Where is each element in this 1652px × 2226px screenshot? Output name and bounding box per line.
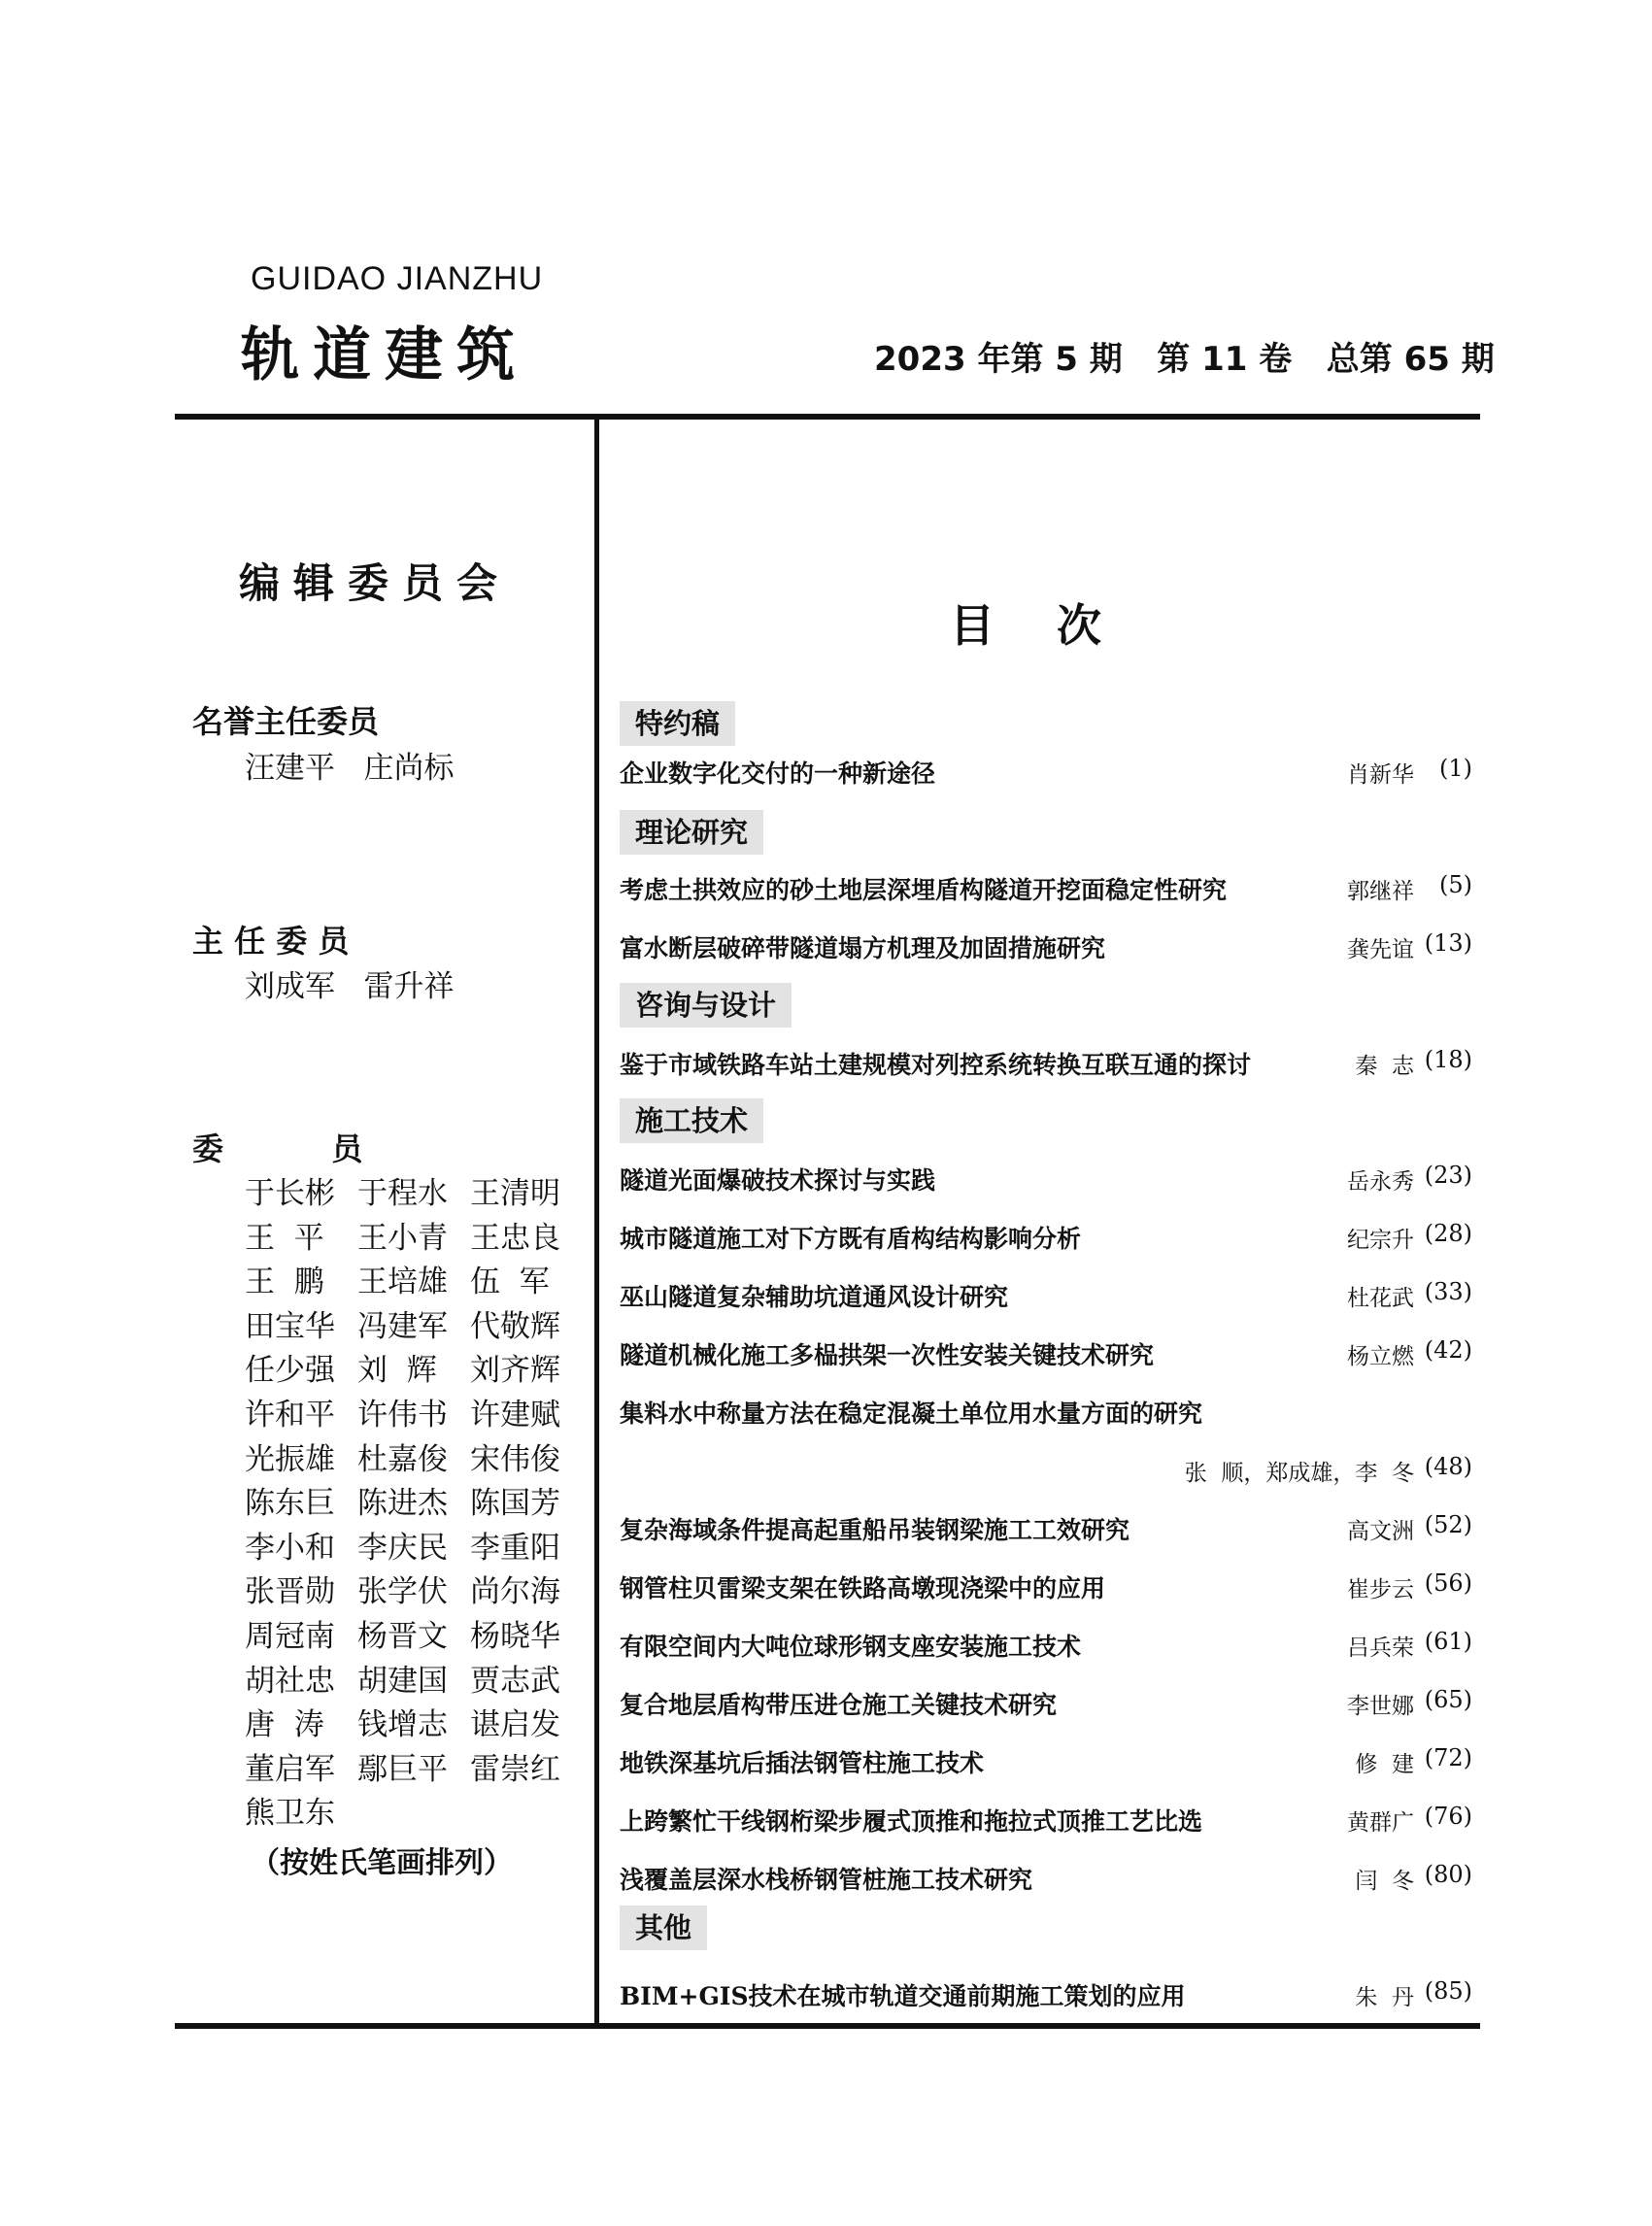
toc-entry-author: 张 顺，郑成雄，李 冬 <box>1184 1461 1414 1486</box>
toc-entry-title: 富水断层破碎带隧道塌方机理及加固措施研究 <box>620 934 1106 962</box>
toc-entry-page: (23) <box>1424 1162 1472 1189</box>
members-role: 委 员 <box>192 1130 363 1167</box>
member-name: 王清明 <box>470 1176 560 1211</box>
toc-entry-author: 崔步云 <box>1347 1577 1414 1602</box>
toc-entry[interactable] <box>620 1744 1476 1783</box>
toc-entry-page: (80) <box>1424 1861 1472 1888</box>
member-name: 许伟书 <box>357 1398 448 1433</box>
member-name: 李重阳 <box>470 1530 560 1566</box>
toc-entry-title: 隧道光面爆破技术探讨与实践 <box>620 1166 936 1195</box>
member-name: 田宝华 <box>245 1308 335 1344</box>
toc-entry-author: 杨立燃 <box>1347 1344 1414 1369</box>
toc-entry-title: 钢管柱贝雷梁支架在铁路高墩现浇梁中的应用 <box>620 1574 1106 1602</box>
toc-entry-page: (56) <box>1424 1569 1472 1597</box>
member-name: 陈国芳 <box>470 1486 560 1522</box>
editorial-board-title: 编辑委员会 <box>239 559 512 607</box>
toc-entry-author: 纪宗升 <box>1347 1228 1414 1253</box>
director-names: 刘成军 雷升祥 <box>245 969 455 1004</box>
honorary-director-names: 汪建平 庄尚标 <box>245 751 455 786</box>
toc-entry[interactable] <box>620 1569 1476 1608</box>
member-name: 杨晓华 <box>470 1619 560 1654</box>
toc-entry[interactable] <box>620 1686 1476 1725</box>
toc-entry-page: (61) <box>1424 1628 1472 1655</box>
member-name: 董启军 <box>245 1751 335 1787</box>
director-role: 主 任 委 员 <box>192 923 350 960</box>
toc-entry-title: 城市隧道施工对下方既有盾构结构影响分析 <box>620 1225 1082 1253</box>
toc-entry-page: (85) <box>1424 1977 1472 2005</box>
toc-entry[interactable] <box>620 1861 1476 1900</box>
member-name: 刘齐辉 <box>470 1353 560 1389</box>
member-name: 鄢巨平 <box>357 1751 448 1787</box>
toc-entry-title: 地铁深基坑后插法钢管柱施工技术 <box>620 1749 985 1777</box>
member-name: 光振雄 <box>245 1441 335 1477</box>
toc-entry-page: (48) <box>1424 1453 1472 1480</box>
member-name: 许和平 <box>245 1398 335 1433</box>
member-name: 于程水 <box>357 1176 448 1211</box>
toc-entry-author: 吕兵荣 <box>1347 1636 1414 1661</box>
toc-entry-author: 秦 志 <box>1355 1054 1414 1079</box>
journal-pinyin: GUIDAO JIANZHU <box>251 260 544 297</box>
toc-entry-page: (65) <box>1424 1686 1472 1713</box>
toc-entry-title: 浅覆盖层深水栈桥钢管桩施工技术研究 <box>620 1866 1033 1894</box>
toc-entry[interactable] <box>620 1453 1476 1492</box>
member-name: 雷崇红 <box>470 1751 560 1787</box>
toc-section-label: 咨询与设计 <box>620 983 792 1028</box>
member-name: 伍 军 <box>470 1265 550 1300</box>
toc-entry-page: (42) <box>1424 1336 1472 1364</box>
toc-entry-author: 高文洲 <box>1347 1519 1414 1544</box>
toc-entry-page: (1) <box>1439 755 1472 782</box>
member-name: 任少强 <box>245 1353 335 1389</box>
member-name: 李小和 <box>245 1530 335 1566</box>
toc-entry-title: 复合地层盾构带压进仓施工关键技术研究 <box>620 1691 1058 1719</box>
toc-entry-author: 郭继祥 <box>1347 879 1414 904</box>
toc-entry-author: 龚先谊 <box>1347 937 1414 962</box>
member-name: 王 平 <box>245 1220 324 1256</box>
member-name: 胡建国 <box>357 1663 448 1699</box>
toc-entry-author: 杜花武 <box>1347 1286 1414 1311</box>
toc-section-label: 施工技术 <box>620 1098 763 1143</box>
toc-entry[interactable] <box>620 929 1476 968</box>
toc-entry-author: 修 建 <box>1355 1752 1414 1777</box>
member-name: 刘 辉 <box>357 1353 437 1389</box>
toc-entry-title: 有限空间内大吨位球形钢支座安装施工技术 <box>620 1633 1082 1661</box>
member-name: 王小青 <box>357 1220 448 1256</box>
toc-entry-author: 岳永秀 <box>1347 1169 1414 1195</box>
toc-entry[interactable] <box>620 1628 1476 1667</box>
toc-entry[interactable] <box>620 1220 1476 1259</box>
member-name: 杜嘉俊 <box>357 1441 448 1477</box>
toc-entry-author: 李世娜 <box>1347 1694 1414 1719</box>
toc-entry-page: (72) <box>1424 1744 1472 1771</box>
toc-entry-title: 企业数字化交付的一种新途径 <box>620 759 936 788</box>
member-name: 谌启发 <box>470 1707 560 1743</box>
member-name: 王 鹏 <box>245 1265 324 1300</box>
toc-entry-author: 闫 冬 <box>1355 1869 1414 1894</box>
journal-name: 轨道建筑 <box>241 321 528 389</box>
member-name: 王忠良 <box>470 1220 560 1256</box>
toc-entry[interactable] <box>620 1162 1476 1200</box>
toc-entry-title: 上跨繁忙干线钢桁梁步履式顶推和拖拉式顶推工艺比选 <box>620 1807 1203 1836</box>
toc-entry-title: 隧道机械化施工多榀拱架一次性安装关键技术研究 <box>620 1341 1155 1369</box>
member-name: 张学伏 <box>357 1574 448 1610</box>
member-name: 唐 涛 <box>245 1707 324 1743</box>
toc-entry-title: 巫山隧道复杂辅助坑道通风设计研究 <box>620 1283 1009 1311</box>
toc-entry-page: (52) <box>1424 1511 1472 1538</box>
toc-entry[interactable] <box>620 1977 1476 2016</box>
member-name: 张晋勋 <box>245 1574 335 1610</box>
member-name: 熊卫东 <box>245 1796 335 1832</box>
column-divider <box>594 418 599 2026</box>
toc-entry[interactable] <box>620 1278 1476 1317</box>
toc-entry[interactable] <box>620 1395 1476 1433</box>
member-name: 王培雄 <box>357 1265 448 1300</box>
toc-entry-author: 肖新华 <box>1347 762 1414 788</box>
top-rule <box>175 414 1480 420</box>
toc-entry-author: 黄群广 <box>1347 1810 1414 1836</box>
toc-entry-page: (76) <box>1424 1803 1472 1830</box>
member-name: 陈进杰 <box>357 1486 448 1522</box>
toc-entry[interactable] <box>620 755 1476 793</box>
toc-entry-title: BIM+GIS技术在城市轨道交通前期施工策划的应用 <box>620 1982 1186 2010</box>
toc-entry[interactable] <box>620 1046 1476 1085</box>
member-name: 代敬辉 <box>470 1308 560 1344</box>
member-name: 钱增志 <box>357 1707 448 1743</box>
member-name: 宋伟俊 <box>470 1441 560 1477</box>
toc-entry-page: (13) <box>1424 929 1472 957</box>
member-name: 周冠南 <box>245 1619 335 1654</box>
toc-entry-page: (18) <box>1424 1046 1472 1073</box>
toc-entry-title: 考虑土拱效应的砂土地层深埋盾构隧道开挖面稳定性研究 <box>620 876 1228 904</box>
toc-entry-page: (28) <box>1424 1220 1472 1247</box>
toc-entry-page: (5) <box>1439 871 1472 898</box>
toc-entry[interactable] <box>620 1803 1476 1841</box>
member-name: 尚尔海 <box>470 1574 560 1610</box>
issue-info: 2023 年第 5 期 第 11 卷 总第 65 期 <box>874 340 1495 379</box>
toc-section-label: 理论研究 <box>620 810 763 855</box>
member-name: 冯建军 <box>357 1308 448 1344</box>
toc-title: 目 次 <box>950 599 1102 652</box>
member-name: 胡社忠 <box>245 1663 335 1699</box>
toc-entry[interactable] <box>620 1336 1476 1375</box>
member-name: 陈东巨 <box>245 1486 335 1522</box>
toc-entry-title: 集料水中称量方法在稳定混凝土单位用水量方面的研究 <box>620 1400 1203 1428</box>
toc-entry-title: 复杂海域条件提高起重船吊装钢梁施工工效研究 <box>620 1516 1130 1544</box>
toc-entry[interactable] <box>620 1511 1476 1550</box>
toc-entry-author: 朱 丹 <box>1355 1985 1414 2010</box>
honorary-director-role: 名誉主任委员 <box>192 703 380 740</box>
bottom-rule <box>175 2023 1480 2029</box>
member-name: 贾志武 <box>470 1663 560 1699</box>
member-name: 许建赋 <box>470 1398 560 1433</box>
member-name: 于长彬 <box>245 1176 335 1211</box>
member-name: 杨晋文 <box>357 1619 448 1654</box>
member-name: 李庆民 <box>357 1530 448 1566</box>
toc-entry-title: 鉴于市域铁路车站土建规模对列控系统转换互联互通的探讨 <box>620 1051 1252 1079</box>
toc-entry-page: (33) <box>1424 1278 1472 1305</box>
toc-section-label: 特约稿 <box>620 701 735 746</box>
toc-entry[interactable] <box>620 871 1476 910</box>
sorting-note: （按姓氏笔画排列） <box>251 1846 513 1880</box>
toc-section-label: 其他 <box>620 1906 707 1950</box>
